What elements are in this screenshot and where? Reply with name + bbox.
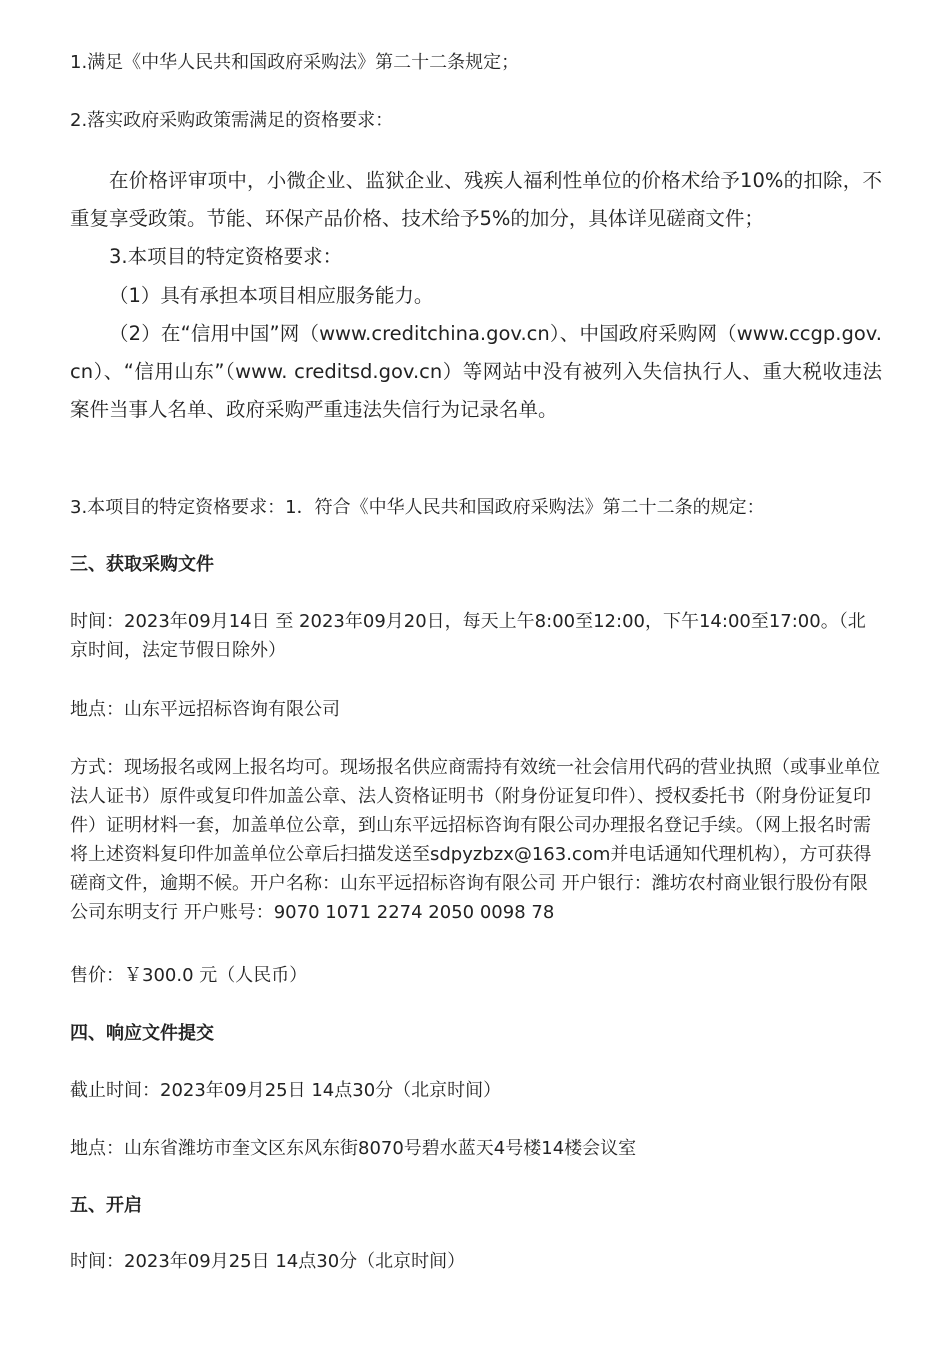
specific-requirement-2: （2）在“信用中国”网（www.creditchina.gov.cn）、中国政府采购网（www.ccgp.gov.cn）、“信用山东”（www. creditsd.gov.cn）等网站中没有被列入失信执行人、重大税收违法案件当事人名单、政府采购严重违法失信行为记录名单。 bbox=[70, 322, 882, 421]
submission-deadline: 截止时间：2023年09月25日 14点30分（北京时间） bbox=[70, 1080, 502, 1101]
section-heading-opening: 五、开启 bbox=[70, 1195, 142, 1216]
specific-requirements-title: 3.本项目的特定资格要求： bbox=[109, 245, 343, 268]
obtain-place: 地点：山东平远招标咨询有限公司 bbox=[70, 699, 340, 720]
requirement-item-2: 2.落实政府采购政策需满足的资格要求： bbox=[70, 110, 394, 131]
requirement-item-1: 1.满足《中华人民共和国政府采购法》第二十二条规定； bbox=[70, 52, 520, 73]
submission-place: 地点：山东省潍坊市奎文区东风东街8070号碧水蓝天4号楼14楼会议室 bbox=[70, 1138, 637, 1159]
requirement-item-3: 3.本项目的特定资格要求：1．符合《中华人民共和国政府采购法》第二十二条的规定： bbox=[70, 497, 765, 518]
section-heading-obtain-documents: 三、获取采购文件 bbox=[70, 554, 214, 575]
policy-paragraph: 在价格评审项中，小微企业、监狱企业、残疾人福利性单位的价格术给予10%的扣除，不重复享受政策。节能、环保产品价格、技术给予5%的加分，具体详见磋商文件； bbox=[70, 169, 882, 230]
opening-time: 时间：2023年09月25日 14点30分（北京时间） bbox=[70, 1251, 466, 1272]
obtain-method: 方式：现场报名或网上报名均可。现场报名供应商需持有效统一社会信用代码的营业执照（或事业单位法人证书）原件或复印件加盖公章、法人资格证明书（附身份证复印件）、授权委托书（附身份证复印件）证明材料一套，加盖单位公章，到山东平远招标咨询有限公司办理报名登记手续。（网上报名时需将上述资料复印件加盖单位公章后扫描发送至sdpyzbzx@163.com并电话通知代理机构），方可获得磋商文件，逾期不候。开户名称：山东平远招标咨询有限公司 开户银行：潍坊农村商业银行股份有限公司东明支行 开户账号：9070 1071 2274 2050 0098 78 bbox=[70, 757, 880, 923]
specific-requirement-1: （1）具有承担本项目相应服务能力。 bbox=[109, 284, 434, 307]
document-price: 售价：￥300.0 元（人民币） bbox=[70, 965, 308, 986]
section-heading-submission: 四、响应文件提交 bbox=[70, 1023, 214, 1044]
obtain-time: 时间：2023年09月14日 至 2023年09月20日，每天上午8:00至12:00，下午14:00至17:00。（北京时间，法定节假日除外） bbox=[70, 611, 866, 661]
